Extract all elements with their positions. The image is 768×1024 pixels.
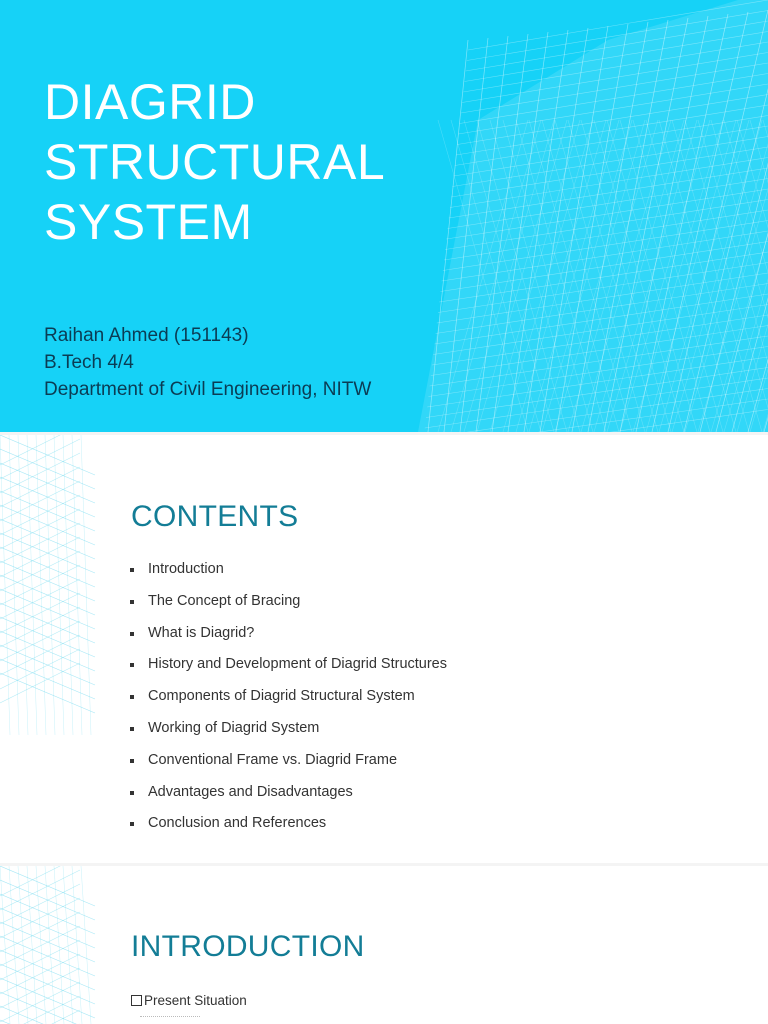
slide-subtitle — [44, 322, 371, 403]
title-line-2: STRUCTURAL — [44, 134, 386, 190]
list-item-text: Conclusion and References — [148, 815, 327, 832]
contents-slide — [0, 435, 768, 863]
list-item — [128, 688, 447, 720]
bullet-icon — [130, 568, 134, 572]
list-item — [128, 784, 447, 816]
introduction-slide — [0, 866, 768, 1024]
list-item — [128, 625, 447, 657]
bullet-icon — [130, 663, 134, 667]
list-item — [128, 561, 447, 593]
list-item — [128, 656, 447, 688]
list-item-text: History and Development of Diagrid Structures — [148, 656, 447, 673]
list-item — [128, 815, 447, 847]
program: B.Tech 4/4 — [44, 352, 134, 373]
contents-heading: CONTENTS — [131, 500, 299, 533]
slide-title — [44, 72, 385, 252]
bullet-icon — [130, 791, 134, 795]
corner-wireframe-illustration — [0, 435, 110, 735]
title-slide — [0, 0, 768, 432]
introduction-heading: INTRODUCTION — [131, 930, 365, 963]
bullet-icon — [130, 727, 134, 731]
list-item-text: Advantages and Disadvantages — [148, 783, 353, 800]
contents-list — [128, 561, 447, 847]
building-wireframe-illustration — [408, 0, 768, 432]
bullet-icon — [130, 822, 134, 826]
list-item-text: Conventional Frame vs. Diagrid Frame — [148, 751, 398, 768]
title-line-3: SYSTEM — [44, 194, 253, 250]
list-item — [131, 993, 247, 1008]
list-item — [128, 593, 447, 625]
department: Department of Civil Engineering, NITW — [44, 379, 372, 400]
bullet-icon — [130, 759, 134, 763]
bullet-icon — [130, 632, 134, 636]
list-item-text: Components of Diagrid Structural System — [148, 688, 415, 705]
list-item-text: What is Diagrid? — [148, 624, 255, 641]
bullet-icon — [130, 695, 134, 699]
bullet-icon — [130, 600, 134, 604]
list-item — [128, 720, 447, 752]
checkbox-bullet-icon — [131, 995, 142, 1006]
author-name: Raihan Ahmed (151143) — [44, 325, 249, 346]
list-item-text: Present Situation — [144, 993, 247, 1008]
list-item-text: Working of Diagrid System — [148, 719, 320, 736]
list-item-text: Introduction — [148, 561, 224, 577]
list-item — [128, 752, 447, 784]
truncated-next-item — [140, 1016, 200, 1023]
corner-wireframe-illustration — [0, 866, 110, 1024]
title-line-1: DIAGRID — [44, 74, 256, 130]
list-item-text: The Concept of Bracing — [148, 592, 301, 609]
